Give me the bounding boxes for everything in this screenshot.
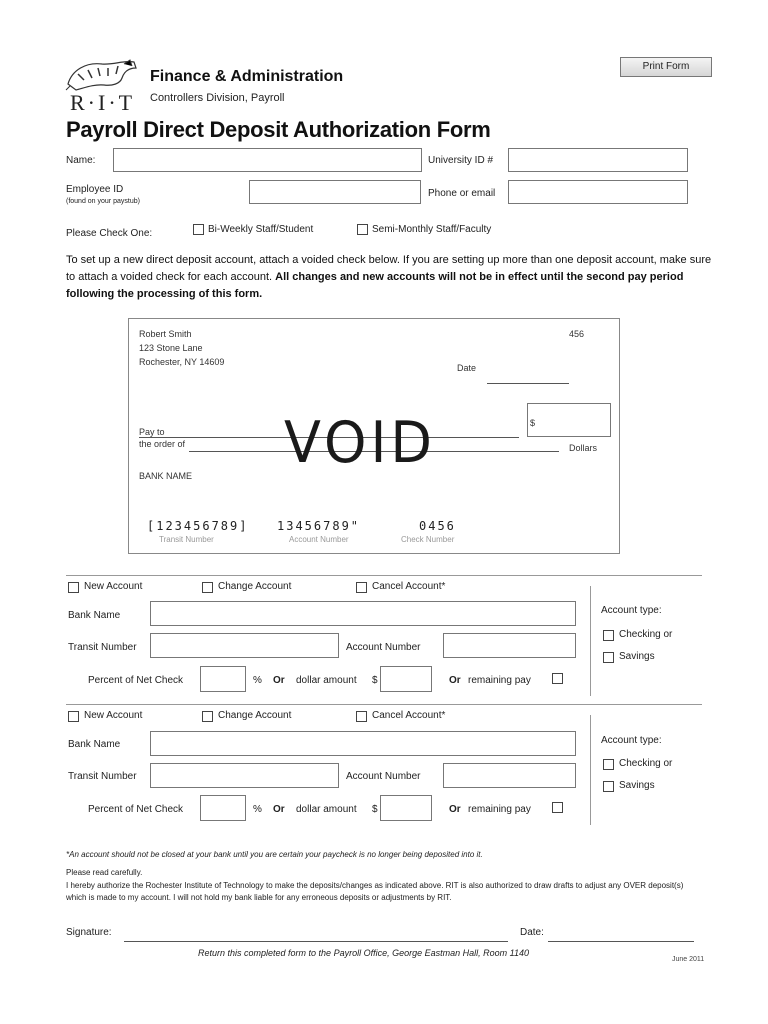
form-revision-date: June 2011: [672, 956, 705, 963]
check-owner-name: Robert Smith: [139, 329, 192, 339]
instructions-bold: All changes and new accounts will not be in effect until the second pay period following the processing of this form.: [66, 271, 684, 300]
transit-number-label: Transit Number: [68, 642, 137, 653]
micr-transit-number: [123456789]: [147, 519, 249, 533]
employee-id-label: Employee ID: [66, 184, 124, 195]
change-account-checkbox[interactable]: [202, 711, 213, 722]
new-account-label: New Account: [84, 710, 143, 721]
percent-field[interactable]: [200, 666, 246, 692]
account-type-label: Account type:: [601, 605, 662, 616]
percent-net-check-label: Percent of Net Check: [88, 675, 184, 686]
phone-email-field[interactable]: [508, 180, 688, 204]
dollar-amount-label: dollar amount: [296, 804, 357, 815]
remaining-pay-checkbox[interactable]: [552, 673, 563, 684]
dollar-sign: $: [372, 804, 378, 815]
cancel-account-label: Cancel Account*: [372, 581, 446, 592]
bank-name-field[interactable]: [150, 601, 576, 626]
check-number-caption: Check Number: [401, 535, 455, 544]
university-id-field[interactable]: [508, 148, 688, 172]
micr-account-number: 13456789": [277, 519, 361, 533]
percent-sign: %: [253, 675, 262, 686]
change-account-label: Change Account: [218, 710, 292, 721]
or-label: Or: [449, 804, 461, 815]
change-account-checkbox[interactable]: [202, 582, 213, 593]
return-instructions: Return this completed form to the Payroll Office, George Eastman Hall, Room 1140: [198, 948, 529, 958]
cancel-account-note: *An account should not be closed at your bank until you are certain your paycheck is no longer being deposited into it.: [66, 850, 483, 859]
new-account-checkbox[interactable]: [68, 711, 79, 722]
check-pay-to: Pay to: [139, 427, 165, 437]
checking-checkbox[interactable]: [603, 759, 614, 770]
account-number-field[interactable]: [443, 763, 576, 788]
semimonthly-checkbox[interactable]: [357, 224, 368, 235]
account-number-label: Account Number: [346, 771, 421, 782]
name-label: Name:: [66, 155, 96, 166]
check-dollar-sign: $: [530, 418, 536, 428]
phone-email-label: Phone or email: [428, 188, 496, 199]
savings-checkbox[interactable]: [603, 652, 614, 663]
new-account-label: New Account: [84, 581, 143, 592]
biweekly-checkbox[interactable]: [193, 224, 204, 235]
account-type-divider: [590, 586, 591, 696]
check-owner-city: Rochester, NY 14609: [139, 357, 225, 367]
new-account-checkbox[interactable]: [68, 582, 79, 593]
bank-name-label: Bank Name: [68, 610, 121, 621]
dollar-amount-field[interactable]: [380, 666, 432, 692]
sample-voided-check: [128, 318, 620, 554]
cancel-account-label: Cancel Account*: [372, 710, 446, 721]
employee-id-hint: (found on your paystub): [66, 198, 140, 205]
account-type-divider: [590, 715, 591, 825]
remaining-pay-label: remaining pay: [468, 675, 531, 686]
dollar-amount-label: dollar amount: [296, 675, 357, 686]
department-name: Finance & Administration: [150, 68, 344, 85]
transit-number-field[interactable]: [150, 763, 339, 788]
check-one-label: Please Check One:: [66, 228, 153, 239]
signature-line[interactable]: [124, 941, 508, 942]
or-label: Or: [449, 675, 461, 686]
transit-number-field[interactable]: [150, 633, 339, 658]
void-marking: VOID: [284, 409, 437, 476]
check-date-line: [487, 383, 569, 384]
check-amount-box: [527, 403, 611, 437]
signature-label: Signature:: [66, 927, 112, 938]
instructions: [66, 252, 716, 303]
savings-checkbox[interactable]: [603, 781, 614, 792]
account-number-field[interactable]: [443, 633, 576, 658]
percent-net-check-label: Percent of Net Check: [88, 804, 184, 815]
read-carefully-note: Please read carefully.: [66, 868, 143, 877]
cancel-account-checkbox[interactable]: [356, 711, 367, 722]
remaining-pay-label: remaining pay: [468, 804, 531, 815]
bank-name-field[interactable]: [150, 731, 576, 756]
or-label: Or: [273, 675, 285, 686]
instructions-text: To set up a new direct deposit account, attach a voided check below. If you are setting up more than one deposit account, make sure to attach a voided check for each account.: [66, 254, 712, 283]
authorization-text: I hereby authorize the Rochester Institute of Technology to make the deposits/changes as indicated above. RIT is also authorized to draw drafts to adjust any OVER deposit(s) which is made to my account. I will not hold my bank liable for any erroneous deposits or adjustments by RIT.: [66, 881, 684, 902]
section-divider: [66, 704, 702, 705]
transit-number-label: Transit Number: [68, 771, 137, 782]
account-number-label: Account Number: [346, 642, 421, 653]
section-divider: [66, 575, 702, 576]
savings-label: Savings: [619, 780, 655, 791]
micr-check-number: 0456: [419, 519, 456, 533]
check-number-top: 456: [569, 329, 585, 339]
check-owner-street: 123 Stone Lane: [139, 343, 203, 353]
employee-id-field[interactable]: [249, 180, 421, 204]
print-form-button[interactable]: Print Form: [620, 57, 712, 77]
account-caption: Account Number: [289, 535, 349, 544]
dollar-sign: $: [372, 675, 378, 686]
checking-label: Checking or: [619, 629, 673, 640]
dollar-amount-field[interactable]: [380, 795, 432, 821]
check-dollars-label: Dollars: [569, 443, 598, 453]
checking-label: Checking or: [619, 758, 673, 769]
semimonthly-label: Semi-Monthly Staff/Faculty: [372, 224, 492, 235]
transit-caption: Transit Number: [159, 535, 214, 544]
or-label: Or: [273, 804, 285, 815]
percent-field[interactable]: [200, 795, 246, 821]
check-bank-name: BANK NAME: [139, 471, 193, 481]
change-account-label: Change Account: [218, 581, 292, 592]
name-field[interactable]: [113, 148, 422, 172]
percent-sign: %: [253, 804, 262, 815]
bank-name-label: Bank Name: [68, 739, 121, 750]
checking-checkbox[interactable]: [603, 630, 614, 641]
date-line[interactable]: [548, 941, 694, 942]
division-name: Controllers Division, Payroll: [150, 92, 285, 104]
check-order-of: the order of: [139, 439, 186, 449]
check-date-label: Date: [457, 363, 477, 373]
cancel-account-checkbox[interactable]: [356, 582, 367, 593]
account-type-label: Account type:: [601, 735, 662, 746]
rit-logo-text: R·I·T: [70, 90, 136, 115]
remaining-pay-checkbox[interactable]: [552, 802, 563, 813]
university-id-label: University ID #: [428, 155, 494, 166]
savings-label: Savings: [619, 651, 655, 662]
biweekly-label: Bi-Weekly Staff/Student: [208, 224, 314, 235]
date-label: Date:: [520, 927, 544, 938]
form-title: Payroll Direct Deposit Authorization Form: [66, 117, 491, 142]
